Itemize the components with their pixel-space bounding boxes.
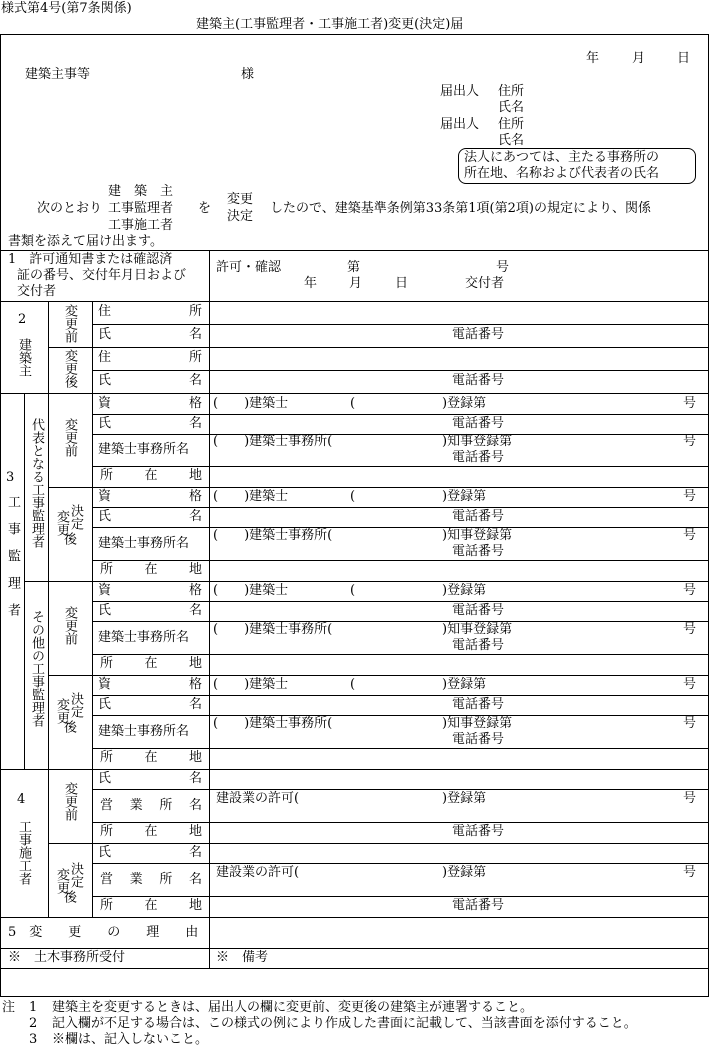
date-year: 年 [586,51,600,66]
s3c-gov-reg: )知事登録第 [442,622,513,637]
s3c-office-label: 建築士事務所名 [98,630,190,645]
remarks-label: ※ 備考 [216,950,269,965]
s3d-location-label: 所 在 地 [100,750,202,765]
body-option-owner: 建 築 主 [108,184,174,199]
s3-rep-after-b: 決定 [68,504,83,530]
s1-day: 日 [395,276,409,291]
s4b-location-label: 所 在 地 [100,898,202,913]
s3a-gov-reg: )知事登録第 [442,434,513,449]
s3b-name-label: 氏 名 [98,509,202,524]
s3d-phone: 電話番号 [452,697,505,712]
notifier-label-2: 届出人 [440,117,480,132]
s3b-office-label: 建築士事務所名 [98,536,190,551]
s4-after-a: 変更 [54,868,69,894]
s2-before-phone: 電話番号 [452,327,505,342]
corp-note-line-1: 法人にあつては、主たる事務所の [464,150,660,165]
s3-other-after-c: 後 [61,720,76,733]
s2-number: 2 [18,312,27,327]
body-prefix: 次のとおり [37,201,103,216]
s2-before-name-label: 氏 名 [98,327,202,342]
s3d-gov-go: 号 [683,716,697,731]
s3-other-after-b: 決定 [68,692,83,718]
s4a-location-label: 所 在 地 [100,824,202,839]
note-3-num: 3 [29,1032,38,1047]
notifier-name-label-2: 氏名 [498,133,525,148]
s4a-go: 号 [683,791,697,806]
s3-other-after-a: 変更 [54,698,69,724]
s3d-name-label: 氏 名 [98,697,202,712]
s3a-office-phone: 電話番号 [452,450,505,465]
body-option-supervisor: 工事監理者 [108,201,174,216]
body-decide: 決定 [227,209,254,224]
body-suffix: したので、建築基準条例第33条第1項(第2項)の規定により、関係 [270,201,651,216]
s2-after-name-label: 氏 名 [98,373,202,388]
note-1: 建築主を変更するときは、届出人の欄に変更前、変更後の建築主が連署すること。 [52,1000,534,1015]
s4b-reg: )登録第 [442,865,487,880]
s1-label-3: 交付者 [17,284,57,299]
s3c-qual-label: 資 格 [98,583,202,598]
s3d-qual-label: 資 格 [98,677,202,692]
s1-dai: 第 [347,260,361,275]
s3-rep-before: 変更前 [62,418,77,457]
body-option-constructor: 工事施工者 [108,218,174,233]
s1-label-2: 証の番号、交付年月日および [17,268,187,283]
s4b-name-label: 氏 名 [98,845,202,860]
form-title: 建築主(工事監理者・工事施工者)変更(決定)届 [196,17,464,32]
s3a-reg: )登録第 [442,396,487,411]
s4a-reg: )登録第 [442,791,487,806]
s4-after-c: 後 [61,890,76,903]
s3a-phone: 電話番号 [452,416,505,431]
note-2-num: 2 [29,1016,38,1031]
note-3: ※欄は、記入しないこと。 [52,1032,209,1047]
s4b-construction: 建設業の許可( [216,865,300,880]
s3-rep-after-c: 後 [61,532,76,545]
s3c-name-label: 氏 名 [98,603,202,618]
s3c-gov-go: 号 [683,622,697,637]
note-1-num: 1 [29,1000,38,1015]
s2-before: 変更前 [62,304,77,343]
corp-note-line-2: 所在地、名称および代表者の氏名 [464,166,660,181]
s4-title: 工事施工者 [16,820,31,885]
s3a-qual-label: 資 格 [98,396,202,411]
s3-other-label: その他の工事監理者 [29,610,44,727]
s3b-go: 号 [683,489,697,504]
s1-month: 月 [349,276,363,291]
s3b-office: ( )建築士事務所( [213,528,333,543]
s3c-reg: )登録第 [442,583,487,598]
notifier-address-label: 住所 [498,84,525,99]
body-change: 変更 [227,192,254,207]
s4a-business-label: 営 業 所 名 [100,798,202,813]
s2-after-phone: 電話番号 [452,373,505,388]
s3d-go: 号 [683,677,697,692]
honorific: 様 [241,67,255,82]
s3b-office-phone: 電話番号 [452,544,505,559]
s3a-name-label: 氏 名 [98,416,202,431]
s3a-paren: ( [350,396,356,411]
s4a-construction: 建設業の許可( [216,791,300,806]
s3d-gov-reg: )知事登録第 [442,716,513,731]
s3b-paren: ( [350,489,356,504]
s3c-architect: ( )建築士 [213,583,289,598]
s3d-paren: ( [350,677,356,692]
s4a-phone: 電話番号 [452,824,505,839]
notifier-address-label-2: 住所 [498,117,525,132]
s3d-office: ( )建築士事務所( [213,716,333,731]
s3a-location-label: 所 在 地 [100,468,202,483]
s3-rep-label: 代表となる工事監理者 [29,418,44,548]
s3c-phone: 電話番号 [452,603,505,618]
s4a-name-label: 氏 名 [98,771,202,786]
addressee: 建築主事等 [25,67,91,82]
s3c-go: 号 [683,583,697,598]
s4b-go: 号 [683,865,697,880]
s3-number: 3 [6,470,15,485]
s2-after-address-label: 住 所 [98,350,202,365]
s3b-location-label: 所 在 地 [100,562,202,577]
s3b-phone: 電話番号 [452,509,505,524]
s4-before: 変更前 [62,782,77,821]
body-wo: を [198,201,212,216]
date-day: 日 [677,51,691,66]
s3d-architect: ( )建築士 [213,677,289,692]
date-month: 月 [632,51,646,66]
s3b-gov-go: 号 [683,528,697,543]
s4-number: 4 [17,792,26,807]
s2-before-address-label: 住 所 [98,304,202,319]
s3c-office: ( )建築士事務所( [213,622,333,637]
s1-permit: 許可・確認 [216,260,282,275]
s3d-reg: )登録第 [442,677,487,692]
note-2: 記入欄が不足する場合は、この様式の例により作成した書面に記載して、当該書面を添付すること。 [52,1016,637,1031]
notes-head: 注 [2,1000,16,1015]
s1-label-1: 1 許可通知書または確認済 [8,252,173,267]
s5-label: 5 変 更 の 理 由 [8,925,199,940]
s3c-location-label: 所 在 地 [100,656,202,671]
s4b-business-label: 営 業 所 名 [100,872,202,887]
s2-after: 変更後 [62,349,77,388]
s2-title: 建築主 [16,338,31,377]
s3a-go: 号 [683,396,697,411]
notifier-name-label: 氏名 [498,100,525,115]
s4-after-b: 決定 [68,862,83,888]
s4b-phone: 電話番号 [452,898,505,913]
s3b-gov-reg: )知事登録第 [442,528,513,543]
s3b-reg: )登録第 [442,489,487,504]
s1-year: 年 [304,276,318,291]
s3c-paren: ( [350,583,356,598]
s3b-architect: ( )建築士 [213,489,289,504]
s3-title: 工事監理者 [5,495,20,630]
s3b-qual-label: 資 格 [98,489,202,504]
s1-go: 号 [496,260,510,275]
s3d-office-phone: 電話番号 [452,732,505,747]
body-line-2: 書類を添えて届け出ます。 [8,234,163,249]
s3d-office-label: 建築士事務所名 [98,724,190,739]
s3a-office-label: 建築士事務所名 [98,442,190,457]
s3c-office-phone: 電話番号 [452,638,505,653]
s3-other-before: 変更前 [62,606,77,645]
s3a-architect: ( )建築士 [213,396,289,411]
s3a-office: ( )建築士事務所( [213,434,333,449]
s3a-gov-go: 号 [683,434,697,449]
s3-rep-after-a: 変更 [54,510,69,536]
reception-label: ※ 土木事務所受付 [8,950,126,965]
s1-issuer: 交付者 [465,276,505,291]
form-number: 様式第4号(第7条関係) [1,1,132,16]
notifier-label: 届出人 [440,84,480,99]
